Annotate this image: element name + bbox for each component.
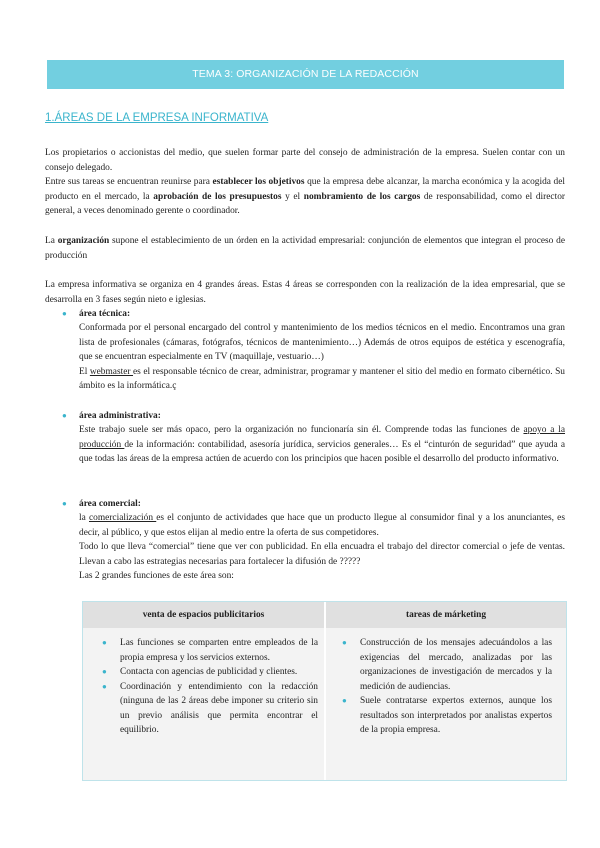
area-administrativa-body: Este trabajo suele ser más opaco, pero la organización no funcionaría sin él. Comprende todas las funciones de apoyo a la producción de la información: contabilidad, asesoría jurídica, servicios generales… Es el “cinturón de seguridad” que ayuda a que todas las áreas de la empresa actúen de acuerdo con los principios que hacen posible el desarrollo del producto informativo. — [79, 425, 566, 464]
commercialization-term: comercialización — [89, 513, 157, 523]
area-tecnica-title: área técnica: — [79, 309, 131, 319]
bullet-dot-icon: ● — [62, 411, 67, 420]
area-tecnica-body: Conformada por el personal encargado del control y mantenimiento de los medios técnicos en el medio. Encontramos una gran lista de profesionales (cámaras, fotógrafos, técnicos de mantenimiento…) Además de otros equipos de estética y escenografía, que se encuentran especialmente en TV (maquillaje, vestuario…) El webmaster es el responsable técnico de crear, administrar, programar y mantener el sitio del medio en formato cibernético. Su ámbito es la informática.ç — [79, 323, 565, 391]
list-item: ● Las funciones se comparten entre empleados de la propia empresa y los servicios externos. — [102, 638, 318, 663]
bullet-dot-icon: ● — [102, 681, 107, 691]
table-divider — [324, 602, 326, 780]
list-item: ● Contacta con agencias de publicidad y clientes. — [100, 665, 318, 680]
bold-budgets: aprobación de los presupuestos — [153, 191, 282, 202]
bullet-dot-icon: ● — [342, 638, 347, 647]
section-heading: 1.ÁREAS DE LA EMPRESA INFORMATIVA — [45, 112, 269, 124]
bold-organization: organización — [57, 236, 110, 246]
table-cell-marketing — [326, 628, 566, 780]
paragraph-owners: Los propietarios o accionistas del medio, que suelen formar parte del consejo de administración de la empresa. Suelen contar con un consejo delegado. Entre sus tareas se encuentran reunirse para establecer los objetivos que la empresa debe alcanzar, la marcha económica y la acogida del producto en el mercado, la aprobación de los presupuestos y el nombramiento de los cargos de responsabilidad, como el director general, a veces denominado gerente o coordinador. — [45, 148, 566, 216]
table-header-advertising: venta de espacios publicitarios — [83, 602, 324, 628]
list-item: ● Coordinación y entendimiento con la redacción (ninguna de las 2 áreas debe imponer su criterio sin un previo análisis que permita encontrar el equilibrio. — [102, 681, 318, 735]
table-header-marketing: tareas de márketing — [326, 602, 566, 628]
paragraph-organization: La organización supone el establecimiento de un órden en la actividad empresarial: conjunción de elementos que integran el proceso de producción — [45, 236, 565, 261]
webmaster-term: webmaster — [89, 366, 134, 377]
bold-appointments: nombramiento de los cargos — [303, 191, 421, 202]
table-cell-advertising — [83, 628, 324, 780]
paragraph-areas-intro: La empresa informativa se organiza en 4 grandes áreas. Estas 4 áreas se corresponden con la realización de la idea empresarial, que se desarrolla en 3 fases según nieto e iglesias. — [45, 280, 565, 305]
document-title: TEMA 3: ORGANIZACIÓN DE LA REDACCIÓN — [192, 68, 419, 80]
bullet-dot-icon: ● — [62, 499, 67, 508]
bullet-dot-icon: ● — [102, 667, 107, 676]
functions-table — [82, 601, 567, 781]
document-title-bar — [47, 60, 564, 89]
bullet-dot-icon: ● — [62, 309, 67, 318]
bullet-dot-icon: ● — [102, 638, 107, 647]
list-item: ● Construcción de los mensajes adecuándolos a las exigencias del mercado, analizadas por las organizaciones de investigación de mercados y la medición de audiencias. — [342, 638, 552, 692]
bold-objectives: establecer los objetivos — [212, 177, 305, 187]
area-administrativa-title: área administrativa: — [79, 411, 161, 421]
support-production-term: apoyo a la producción — [79, 425, 566, 450]
list-item: ● Suele contratarse expertos externos, aunque los resultados son interpretados por analistas expertos de la propia empresa. — [342, 696, 552, 735]
bullet-dot-icon: ● — [342, 696, 347, 705]
area-comercial-body: la comercialización es el conjunto de actividades que hace que un producto llegue al consumidor final y a los anunciantes, es decir, al público, y que estos elijan al medio entre la oferta de sus competidores. Todo lo que lleva “comercial” tiene que ver con publicidad. En ella encuadra el trabajo del director comercial o jefe de ventas. Llevan a cabo las estrategias necesarias para fortalecer la difusión de ????? Las 2 grandes funciones de este área son: — [79, 513, 565, 581]
owners-sentence: Los propietarios o accionistas del medio, que suelen formar parte del consejo de administración de la empresa. Suelen contar con un consejo delegado. — [45, 148, 565, 173]
area-comercial-title: área comercial: — [79, 499, 141, 509]
